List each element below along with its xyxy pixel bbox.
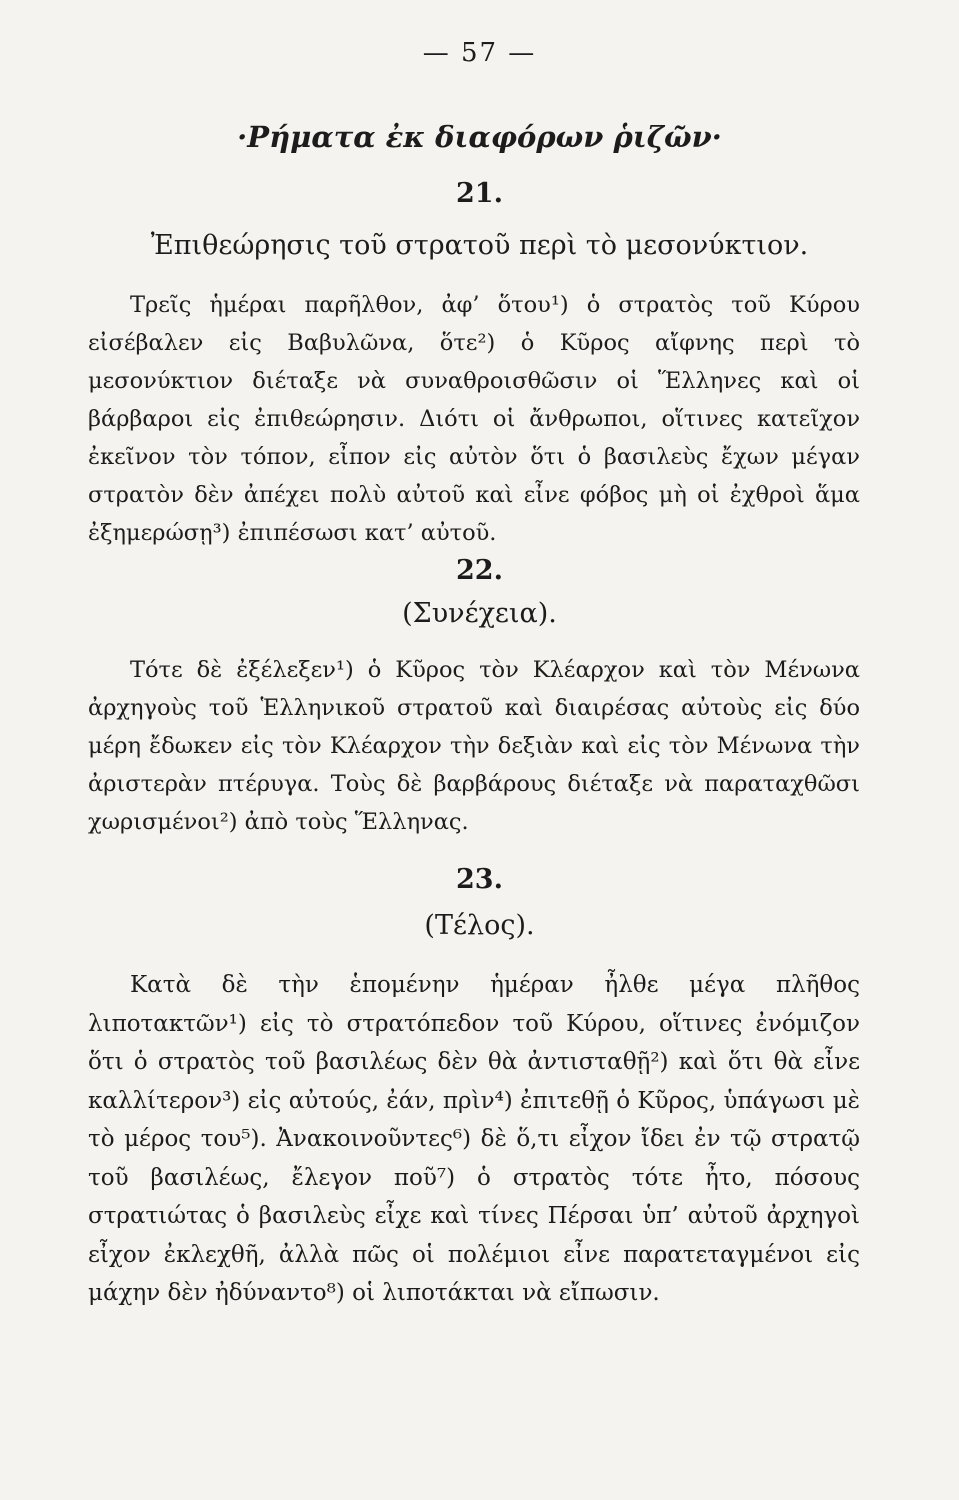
section-23-paragraph: Κατὰ δὲ τὴν ἑπομένην ἡμέραν ἦλθε μέγα πλῆθος λιποτακτῶν¹) εἰς τὸ στρατόπεδον τοῦ Κύρου, οἵτινες ἐνόμιζον ὅτι ὁ στρατὸς τοῦ βασιλέως δὲν θὰ ἀντισταθῇ²) καὶ ὅτι θὰ εἶνε καλλίτερον³) εἰς αὐτούς, ἐάν, πρὶν⁴) ἐπιτεθῇ ὁ Κῦρος, ὑπάγωσι μὲ τὸ μέρος του⁵). Ἀνακοινοῦντες⁶) δὲ ὅ,τι εἶχον ἴδει ἐν τῷ στρατῷ τοῦ βασιλέως, ἔλεγον ποῦ⁷) ὁ στρατὸς τότε ἦτο, πόσους στρατιώτας ὁ βασιλεὺς εἶχε καὶ τίνες Πέρσαι ὑπ’ αὐτοῦ ἀρχηγοὶ εἶχον ἐκλεχθῆ, ἀλλὰ πῶς οἱ πολέμιοι εἶνε παρατεταγμένοι εἰς μάχην δὲν ἠδύναντο⁸) οἱ λιποτάκται νὰ εἴπωσιν. (88, 972, 860, 1306)
section-21-number: 21. (456, 178, 503, 209)
section-23-title: (Τέλος). (424, 910, 535, 941)
section-22-title: (Συνέχεια). (402, 598, 557, 629)
page-number: — 57 — (422, 38, 537, 68)
section-21-text (88, 286, 860, 552)
section-23-number: 23. (456, 864, 503, 895)
section-23-text (88, 966, 860, 1313)
section-21-title: Ἐπιθεώρησις τοῦ στρατοῦ περὶ τὸ μεσονύκτιον. (150, 230, 809, 261)
section-22-text (88, 651, 860, 841)
section-22-paragraph: Τότε δὲ ἐξέλεξεν¹) ὁ Κῦρος τὸν Κλέαρχον καὶ τὸν Μένωνα ἀρχηγοὺς τοῦ Ἑλληνικοῦ στρατοῦ καὶ διαιρέσας αὐτοὺς εἰς δύο μέρη ἔδωκεν εἰς τὸν Κλέαρχον τὴν δεξιὰν καὶ εἰς τὸν Μένωνα τὴν ἀριστερὰν πτέρυγα. Τοὺς δὲ βαρβάρους διέταξε νὰ παραταχθῶσι χωρισμένοι²) ἀπὸ τοὺς Ἕλληνας. (88, 657, 860, 835)
section-21-paragraph: Τρεῖς ἡμέραι παρῆλθον, ἀφ’ ὅτου¹) ὁ στρατὸς τοῦ Κύρου εἰσέβαλεν εἰς Βαβυλῶνα, ὅτε²) ὁ Κῦρος αἴφνης περὶ τὸ μεσονύκτιον διέταξε νὰ συναθροισθῶσιν οἱ Ἕλληνες καὶ οἱ βάρβαροι εἰς ἐπιθεώρησιν. Διότι οἱ ἄνθρωποι, οἵτινες κατεῖχον ἐκεῖνον τὸν τόπον, εἶπον εἰς αὐτὸν ὅτι ὁ βασιλεὺς ἔχων μέγαν στρατὸν δὲν ἀπέχει πολὺ αὐτοῦ καὶ εἶνε φόβος μὴ οἱ ἐχθροὶ ἅμα ἐξημερώσῃ³) ἐπιπέσωσι κατ’ αὐτοῦ. (88, 292, 860, 546)
section-22-number: 22. (456, 555, 503, 586)
chapter-heading: ·Ρήματα ἐκ διαφόρων ῥιζῶν· (237, 120, 722, 154)
